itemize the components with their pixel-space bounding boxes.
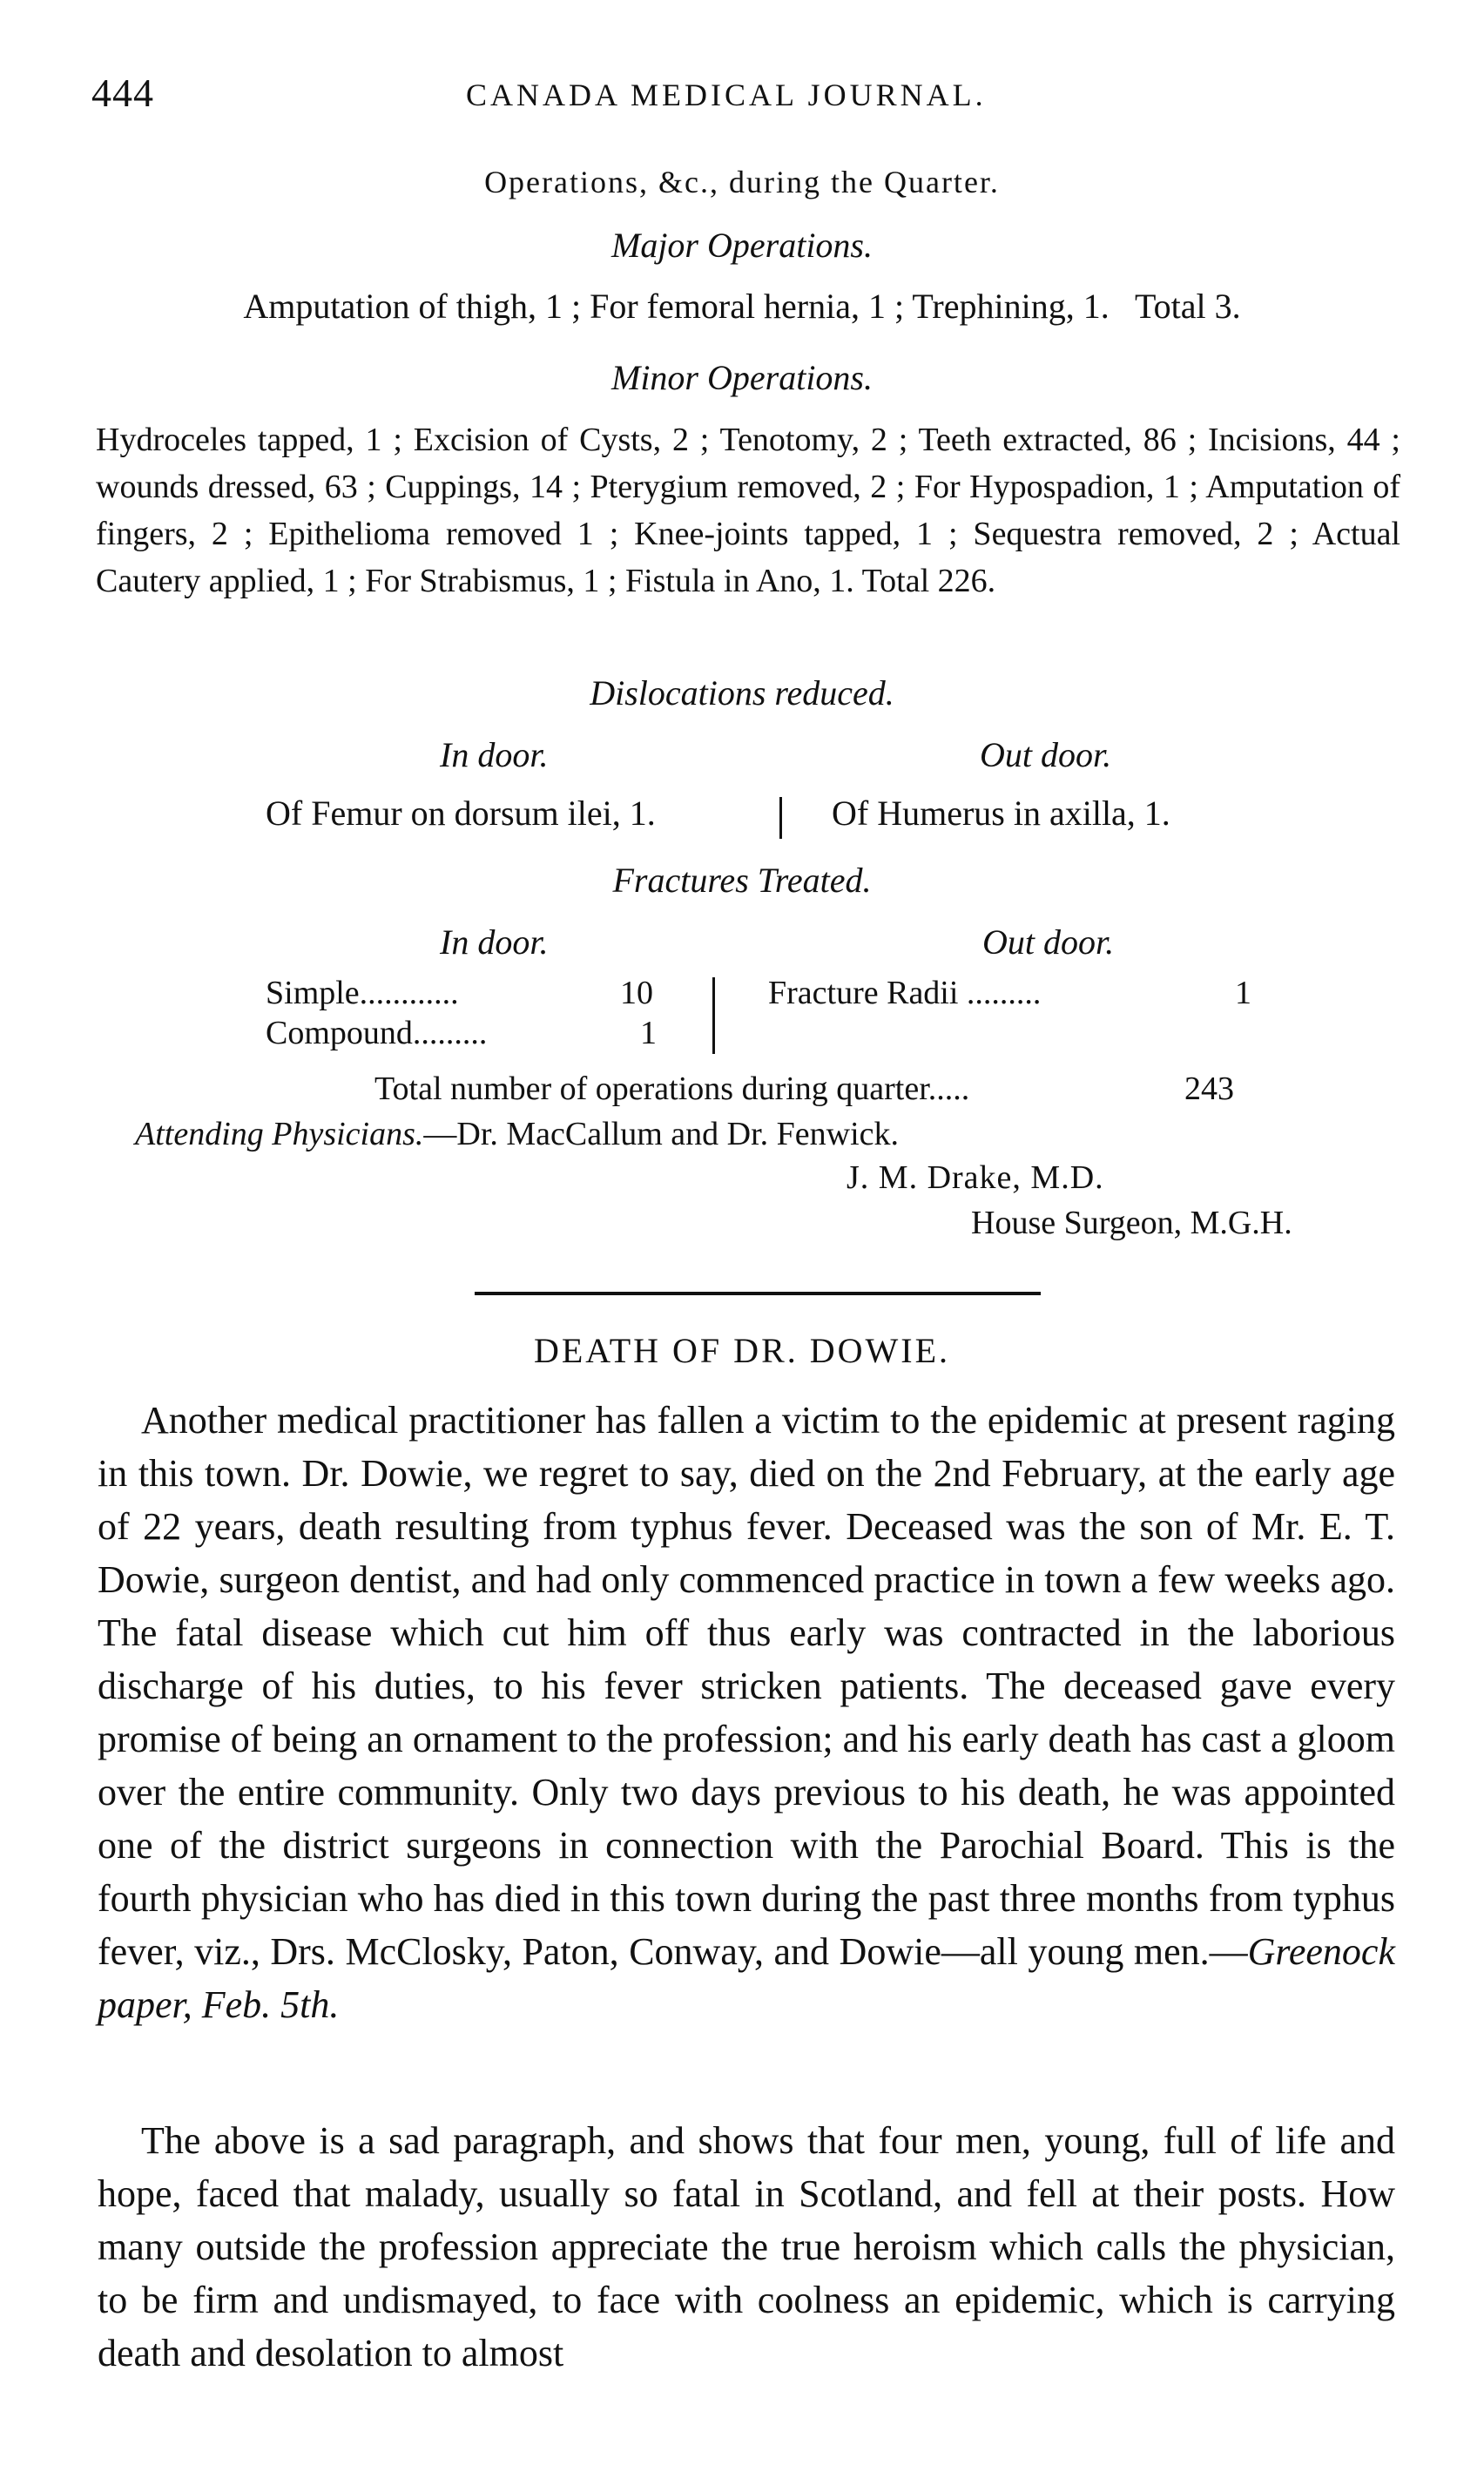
dislocations-heading: Dislocations reduced. bbox=[590, 673, 894, 713]
total-operations-label: Total number of operations during quarter..... bbox=[374, 1071, 970, 1107]
attending-text: —Dr. MacCallum and Dr. Fenwick. bbox=[423, 1116, 900, 1152]
article-paragraph bbox=[98, 1394, 1395, 2031]
signature-title: House Surgeon, M.G.H. bbox=[971, 1205, 1292, 1241]
operations-heading: Operations, &c., during the Quarter. bbox=[484, 165, 1000, 199]
paragraph-text: The above is a sad paragraph, and shows that four men, young, full of life and hope, faced that malady, usually so fatal in Scotland, and fell at their posts. How many outside the profession appreciate the true heroism which calls the physician, to be firm and undismayed, to face with coolness an epidemic, which is carrying death and desolation to almost bbox=[98, 2119, 1395, 2374]
attending-label: Attending Physicians. bbox=[135, 1116, 424, 1152]
minor-operations-text: Hydroceles tapped, 1 ; Excision of Cysts, 2 ; Tenotomy, 2 ; Teeth extracted, 86 ; Incisions, 44 ; wounds dressed, 63 ; Cuppings, 14 ; Pterygium removed, 2 ; For Hypospadion, 1 ; Amputation of fingers, 2 ; Epithelioma removed 1 ; Knee-joints tapped, 1 ; Sequestra removed, 2 ; Actual Cautery applied, 1 ; For Strabismus, 1 ; Fistula in Ano, 1. Total 226. bbox=[96, 422, 1400, 599]
dislocations-out-door-item: Of Humerus in axilla, 1. bbox=[832, 794, 1170, 833]
major-operations-heading: Major Operations. bbox=[611, 226, 873, 265]
fractures-divider bbox=[712, 977, 715, 1054]
signature-name: J. M. Drake, M.D. bbox=[847, 1159, 1104, 1196]
journal-title: CANADA MEDICAL JOURNAL. bbox=[466, 78, 987, 112]
fracture-value: 1 bbox=[640, 1015, 657, 1051]
running-head bbox=[91, 70, 1398, 122]
page-number: 444 bbox=[91, 71, 154, 115]
paragraph-text: Another medical practitioner has fallen a victim to the epidemic at present raging in this town. Dr. Dowie, we regret to say, died on the 2nd February, at the early age of 22 years, death resulting from typhus fever. Deceased was the son of Mr. E. T. Dowie, surgeon dentist, and had only commenced practice in town a few weeks ago. The fatal disease which cut him off thus early was contracted in the laborious discharge of his duties, to his fever stricken patients. The deceased gave every promise of being an ornament to the profession; and his early death has cast a gloom over the entire community. Only two days previous to his death, he was appointed one of the district surgeons in connection with the Parochial Board. This is the fourth physician who has died in this town during the past three months from typhus fever, viz., Drs. McClosky, Paton, Conway, and Dowie—all young men.— bbox=[98, 1399, 1395, 1973]
dislocations-in-door-item: Of Femur on dorsum ilei, 1. bbox=[266, 794, 656, 833]
attending-line bbox=[135, 1115, 899, 1153]
total-operations-value: 243 bbox=[1184, 1071, 1234, 1107]
fracture-value: 1 bbox=[1235, 975, 1251, 1011]
fracture-in-door-row bbox=[266, 974, 459, 1012]
fracture-out-door-row bbox=[768, 974, 1041, 1012]
paragraph-source: Greenock paper, Feb. 5th. bbox=[98, 1930, 1395, 2026]
dislocations-in-door-label: In door. bbox=[440, 735, 549, 774]
dislocations-divider bbox=[779, 797, 782, 839]
article-heading: DEATH OF DR. DOWIE. bbox=[533, 1331, 951, 1370]
fracture-value: 10 bbox=[620, 975, 653, 1011]
fractures-in-door-label: In door. bbox=[440, 922, 549, 962]
section-divider bbox=[475, 1292, 1041, 1295]
fractures-heading: Fractures Treated. bbox=[612, 861, 872, 900]
fracture-label: Fracture Radii ......... bbox=[768, 975, 1042, 1011]
minor-operations-heading: Minor Operations. bbox=[611, 358, 873, 397]
major-operations-text: Amputation of thigh, 1 ; For femoral hernia, 1 ; Trephining, 1. Total 3. bbox=[243, 287, 1241, 326]
fractures-out-door-label: Out door. bbox=[982, 922, 1115, 962]
fracture-label: Compound......... bbox=[266, 1015, 488, 1051]
fracture-in-door-row bbox=[266, 1014, 487, 1052]
dislocations-out-door-label: Out door. bbox=[980, 735, 1112, 774]
article-paragraph bbox=[98, 2114, 1395, 2380]
fracture-label: Simple............ bbox=[266, 975, 459, 1011]
